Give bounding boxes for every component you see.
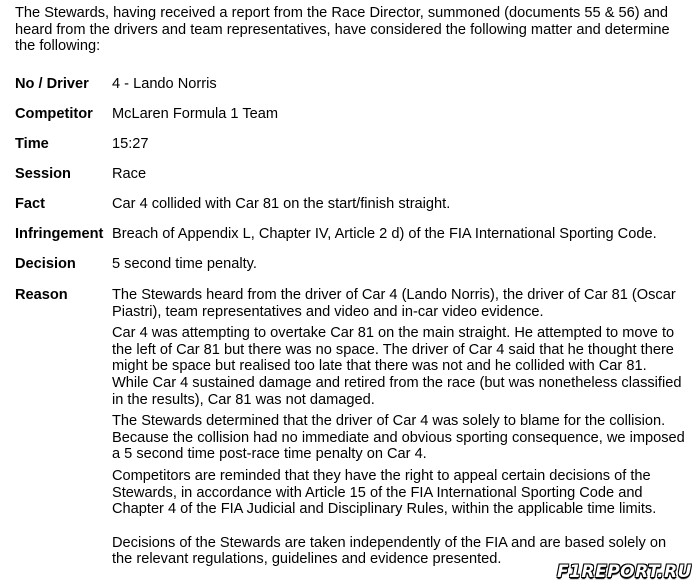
field-decision: [15, 256, 687, 273]
session-value: Race: [112, 166, 147, 182]
competitor-value: McLaren Formula 1 Team: [112, 106, 279, 122]
driver-label: No / Driver: [15, 76, 89, 92]
decision-label: Decision: [15, 256, 76, 272]
session-label: Session: [15, 166, 71, 182]
reason-paragraph: Car 4 was attempting to overtake Car 81 on the main straight. He attempted to move to the left of Car 81 but there was no space. The driver of Car 4 said that he thought there might be space but realised too late that there was not and he collided with Car 81. While Car 4 sustained damage and retired from the race (but was nonetheless classified in the results), Car 81 was not damaged.: [112, 325, 682, 408]
driver-value: 4 - Lando Norris: [112, 76, 217, 92]
site-watermark: F1REPORT.RU: [557, 562, 692, 582]
competitor-label: Competitor: [15, 106, 93, 122]
stewards-decision-document: [15, 5, 687, 568]
decision-value: 5 second time penalty.: [112, 256, 257, 272]
field-fact: [15, 196, 687, 213]
field-driver: [15, 76, 687, 93]
infringement-value: Breach of Appendix L, Chapter IV, Article 2 d) of the FIA International Sporting Code.: [112, 226, 657, 242]
reason-text: [112, 287, 687, 573]
field-reason: [15, 287, 687, 573]
time-value: 15:27: [112, 136, 149, 152]
reason-label: Reason: [15, 287, 68, 303]
field-competitor: [15, 106, 687, 123]
field-time: [15, 136, 687, 153]
fact-value: Car 4 collided with Car 81 on the start/finish straight.: [112, 196, 451, 212]
reason-paragraph: Competitors are reminded that they have the right to appeal certain decisions of the Stewards, in accordance with Article 15 of the FIA International Sporting Code and Chapter 4 of the FIA Judicial and Disciplinary Rules, within the applicable time limits.: [112, 467, 657, 518]
reason-paragraph: The Stewards heard from the driver of Car 4 (Lando Norris), the driver of Car 81 (Oscar Piastri), team representatives and video and in-car video evidence.: [112, 287, 676, 320]
intro-text: The Stewards, having received a report from the Race Director, summoned (documents 55 & 56) and heard from the drivers and team representatives, have considered the following matter and determine the following:: [15, 5, 670, 55]
time-label: Time: [15, 136, 49, 152]
independence-paragraph: Decisions of the Stewards are taken independently of the FIA and are based solely on the relevant regulations, guidelines and evidence presented.: [112, 534, 667, 568]
reason-paragraph: The Stewards determined that the driver of Car 4 was solely to blame for the collision. Because the collision had no immediate and obvious sporting consequence, we imposed a 5 second time post-race time penalty on Car 4.: [112, 413, 685, 463]
field-infringement: [15, 226, 687, 243]
fact-label: Fact: [15, 196, 46, 212]
field-session: [15, 166, 687, 183]
infringement-label: Infringement: [15, 226, 104, 242]
